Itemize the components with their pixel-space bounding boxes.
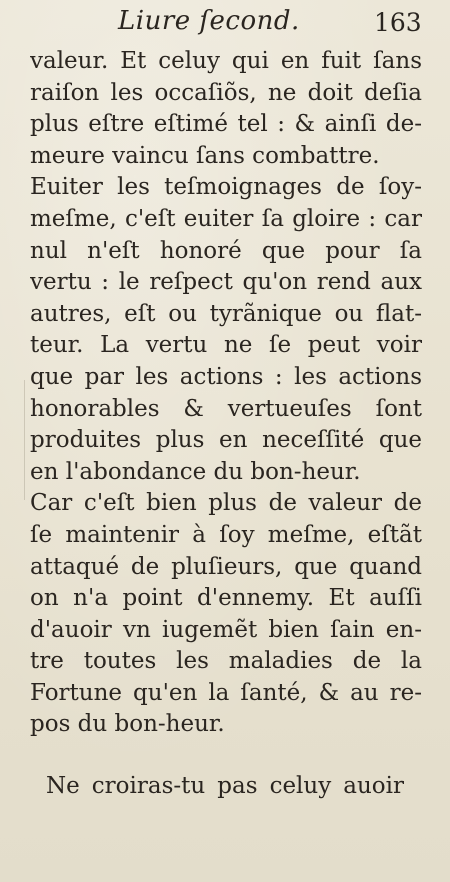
text-line: meſme, c'eſt euiter ſa gloire : car bbox=[30, 205, 422, 232]
text-line: Fortune qu'en la ſanté, & au re- bbox=[30, 679, 422, 706]
body-text bbox=[30, 46, 422, 741]
text-line: nul n'eſt honoré que pour ſa bbox=[30, 237, 422, 264]
text-line: Euiter les teſmoignages de ſoy- bbox=[30, 174, 422, 201]
running-head: Liure ſecond. bbox=[118, 6, 300, 36]
text-line: d'auoir vn iugemẽt bien ſain en- bbox=[30, 616, 422, 643]
text-line: autres, eſt ou tyrãnique ou flat- bbox=[30, 300, 422, 327]
text-line: Car c'eſt bien plus de valeur de bbox=[30, 490, 422, 517]
catchword-line: Ne croiras-tu pas celuy auoir bbox=[46, 773, 404, 799]
text-line: attaqué de pluſieurs, que quand bbox=[30, 553, 422, 580]
text-line: pos du bon-heur. bbox=[30, 711, 225, 738]
text-line: honorables & vertueuſes ſont bbox=[30, 395, 422, 422]
text-line: teur. La vertu ne ſe peut voir bbox=[30, 332, 422, 359]
text-line: en l'abondance du bon-heur. bbox=[30, 458, 361, 485]
text-line: vertu : le reſpect qu'on rend aux bbox=[30, 269, 422, 296]
text-line: plus eſtre eſtimé tel : & ainſi de- bbox=[30, 111, 422, 138]
text-line: tre toutes les maladies de la bbox=[30, 648, 422, 675]
text-line: valeur. Et celuy qui en fuit ſans bbox=[30, 48, 422, 74]
text-line: meure vaincu ſans combattre. bbox=[30, 142, 380, 169]
text-line: produites plus en neceſſité que bbox=[30, 427, 422, 454]
text-line: ſe maintenir à ſoy meſme, eſtãt bbox=[30, 521, 422, 548]
page-number: 163 bbox=[374, 8, 422, 37]
text-line: on n'a point d'ennemy. Et auſſi bbox=[30, 585, 422, 612]
text-line: raiſon les occaſiõs, ne doit deſia bbox=[30, 79, 422, 106]
text-line: que par les actions : les actions bbox=[30, 363, 422, 390]
page-header bbox=[0, 4, 450, 40]
page-crease bbox=[24, 380, 25, 500]
